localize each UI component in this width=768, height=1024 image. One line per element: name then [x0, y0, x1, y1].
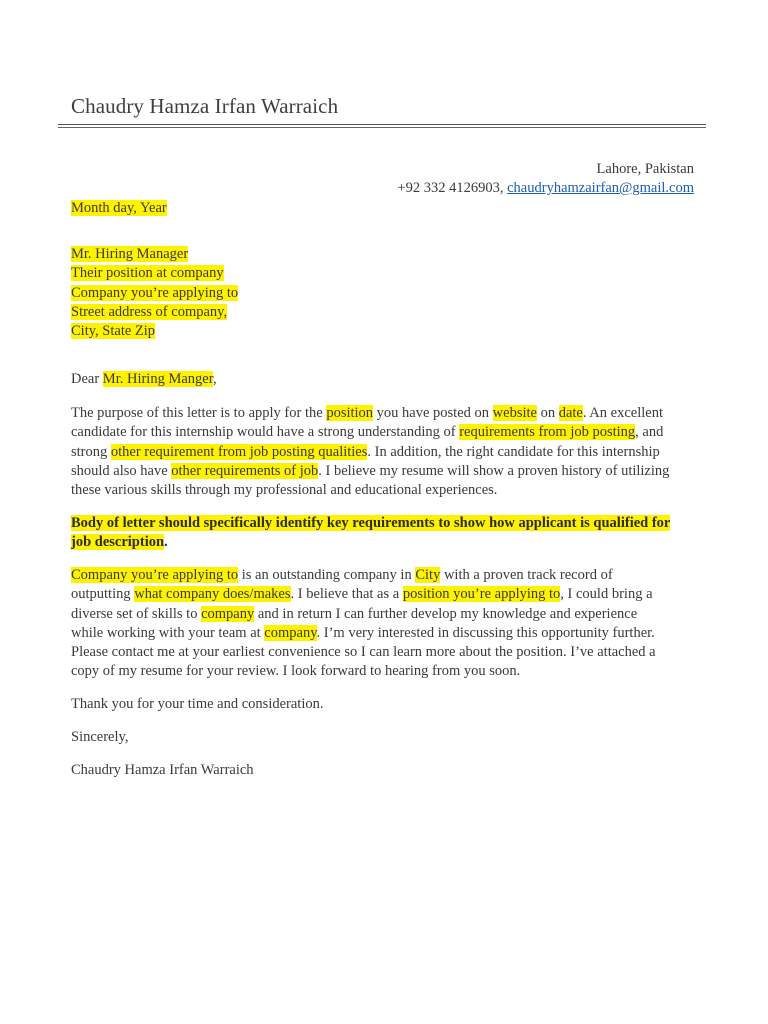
para2-line: Please contact me at your earliest convenience so I can learn more about the position. I’ve attached a	[71, 644, 656, 661]
sender-email-link[interactable]: chaudryhamzairfan@gmail.com	[507, 180, 694, 196]
placeholder-position: position	[326, 405, 374, 421]
placeholder-requirements: requirements from job posting	[459, 424, 636, 441]
letterhead-name: Chaudry Hamza Irfan Warraich	[71, 94, 339, 118]
recipient-position: Their position at company	[71, 265, 224, 282]
closing-thanks: Thank you for your time and consideration.	[71, 696, 324, 712]
text-run: The purpose of this letter is to apply for the	[71, 405, 327, 421]
text-run: outputting	[71, 586, 135, 603]
text-run: . I believe my resume will show a proven history of utilizing	[318, 462, 670, 479]
closing-signoff: Sincerely,	[71, 729, 129, 745]
text-run: . An excellent	[582, 405, 663, 421]
text-run: should also have	[71, 462, 172, 479]
placeholder-other-requirements: other requirements of job	[171, 462, 319, 479]
letter-date	[71, 199, 697, 218]
para1-line	[71, 423, 697, 442]
text-run: and in return I can further develop my knowledge and experience	[254, 605, 638, 622]
recipient-address	[71, 245, 697, 341]
sender-contact	[397, 160, 694, 198]
signature-name: Chaudry Hamza Irfan Warraich	[71, 762, 254, 778]
para2-line: copy of my resume for your review. I look forward to hearing from you soon.	[71, 663, 521, 680]
instruction-line-1: Body of letter should specifically identify key requirements to show how applicant is qualified for	[71, 515, 671, 531]
text-run: diverse set of skills to	[71, 605, 202, 622]
text-run: . I believe that as a	[290, 586, 403, 603]
header-rule-bottom	[58, 127, 706, 128]
text-run: candidate for this internship would have a strong understanding of	[71, 424, 460, 441]
para2-line	[71, 566, 697, 585]
para1-line: these various skills through my professional and educational experiences.	[71, 482, 498, 499]
para1-line	[71, 443, 697, 462]
recipient-name: Mr. Hiring Manager	[71, 246, 189, 262]
text-run: strong	[71, 443, 111, 460]
para2-line	[71, 605, 697, 624]
para2-line	[71, 624, 697, 643]
para1-line	[71, 404, 697, 423]
placeholder-company: Company you’re applying to	[71, 567, 239, 583]
salutation-prefix: Dear	[71, 371, 103, 387]
text-run: , I could bring a	[560, 586, 653, 603]
recipient-company: Company you’re applying to	[71, 284, 239, 301]
text-run: , and	[635, 424, 664, 441]
text-run: . I’m very interested in discussing this opportunity further.	[316, 624, 655, 641]
placeholder-company-output: what company does/makes	[134, 586, 291, 603]
body-paragraph-1	[71, 404, 697, 500]
recipient-street: Street address of company,	[71, 303, 228, 320]
salutation-suffix: ,	[212, 371, 217, 387]
recipient-city: City, State Zip	[71, 323, 156, 340]
text-run: is an outstanding company in	[238, 567, 416, 583]
para1-line	[71, 462, 697, 481]
placeholder-position-applying: position you’re applying to	[402, 586, 561, 603]
text-run: you have posted on	[373, 405, 493, 421]
placeholder-company: company	[201, 605, 255, 622]
para2-line	[71, 585, 697, 604]
placeholder-date: date	[558, 405, 583, 421]
placeholder-website: website	[492, 405, 537, 421]
date-text: Month day, Year	[71, 200, 167, 216]
salutation-name: Mr. Hiring Manger	[102, 371, 213, 387]
sender-phone: +92 332 4126903,	[397, 180, 504, 196]
instruction-line-2: job description	[71, 534, 165, 551]
text-run: on	[536, 405, 559, 421]
header-rule-top	[58, 124, 706, 125]
placeholder-company: company	[264, 624, 317, 641]
text-run: with a proven track record of	[440, 567, 613, 583]
placeholder-qualities: other requirement from job posting qualities	[110, 443, 368, 460]
text-run: . In addition, the right candidate for this internship	[367, 443, 660, 460]
body-paragraph-2	[71, 566, 697, 682]
text-run: while working with your team at	[71, 624, 265, 641]
instruction-period: .	[164, 534, 168, 551]
placeholder-city: City	[415, 567, 441, 583]
instruction-paragraph	[71, 514, 697, 553]
salutation	[71, 370, 697, 389]
sender-location: Lahore, Pakistan	[596, 161, 694, 177]
sender-phone-email	[397, 179, 694, 198]
